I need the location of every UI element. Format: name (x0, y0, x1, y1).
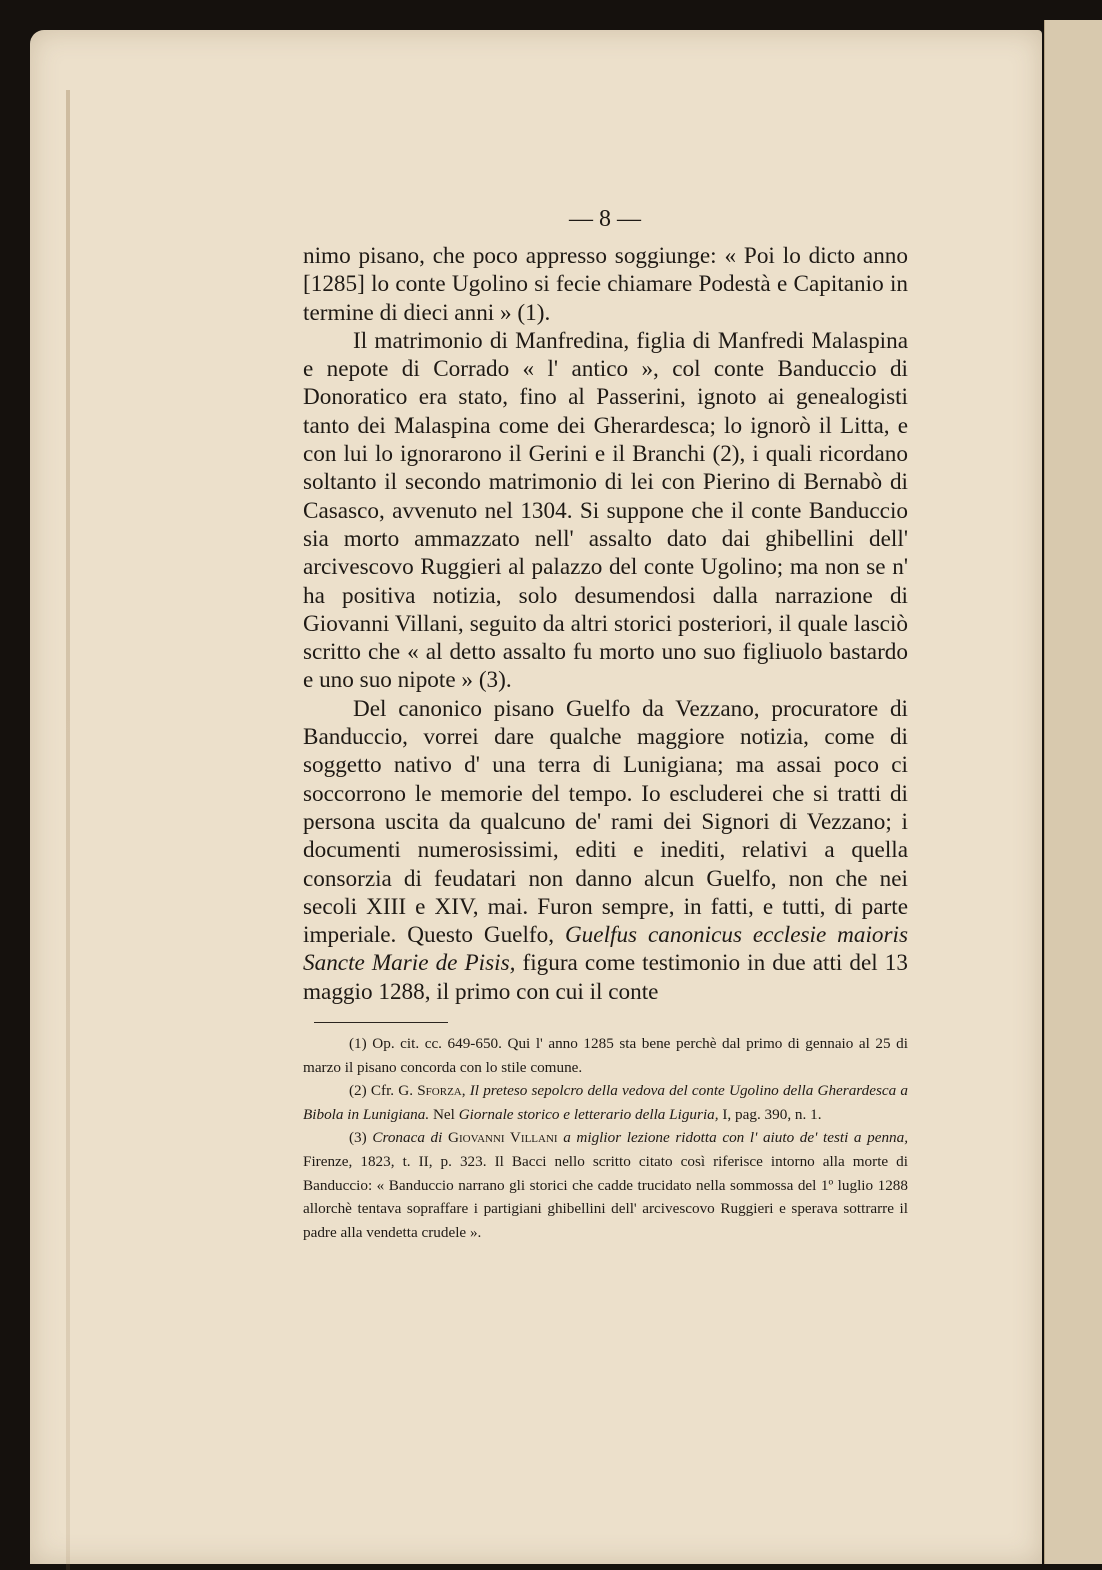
adjacent-page-edge (1044, 20, 1102, 1564)
footnote-3-ref: (3) (349, 1129, 367, 1147)
footnote-3-text: Firenze, 1823, t. II, p. 323. Il Bacci nello scritto citato così riferisce intorno alla morte di Banduccio: « Banduccio narrano gli storici che cadde trucidato nella sommossa del 1º luglio 1288 allorchè tentava sopraffare i partigiani ghibellini dell' arcivescovo Ruggieri e sperava sottrarre il padre alla vendetta crudele ». (303, 1152, 908, 1241)
footnote-2-title: Il preteso sepolcro della vedova del conte Ugolino della Gherardesca a Bibola in Lunigiana. (303, 1082, 908, 1123)
footnote-3-title-start: Cronaca di (372, 1129, 443, 1147)
footnote-separator (314, 1022, 448, 1023)
paragraph-2: Il matrimonio di Manfredina, figlia di Manfredi Malaspina e nepote di Corrado « l' antico », col conte Banduccio di Donoratico era stato, fino al Passerini, ignoto ai genealogisti tanto dei Malaspina come dei Gherardesca; lo ignorò il Litta, e con lui lo ignorarono il Gerini e il Branchi (2), i quali ricordano soltanto il secondo matrimonio di lei con Pierino di Bernabò di Casasco, avvenuto nel 1304. Si suppone che il conte Banduccio sia morto ammazzato nell' assalto dato dai ghibellini dell' arcivescovo Ruggieri al palazzo del conte Ugolino; ma non se n' ha positiva notizia, solo desumendosi dalla narrazione di Giovanni Villani, seguito da altri storici posteriori, il quale lasciò scritto che « al detto assalto fu morto uno suo figliuolo bastardo e uno suo nipote » (3). (303, 327, 908, 694)
footnote-3-author: Giovanni Villani (448, 1129, 558, 1147)
footnote-3-title-end: a miglior lezione ridotta con l' aiuto de' testi a penna, (563, 1129, 909, 1147)
footnote-2-journal: Giornale storico e letterario della Liguria, (458, 1105, 719, 1123)
paragraph-3-latin-quote: Guelfus canonicus ecclesie maioris Sancte Marie de Pisis, (303, 922, 909, 977)
page-number: — 8 — (569, 206, 641, 232)
footnote-2-text: Nel (432, 1105, 455, 1123)
paragraph-3 (303, 695, 908, 1006)
footnotes (303, 1032, 908, 1244)
body-text (303, 242, 908, 1006)
page-fold-shadow (66, 90, 70, 1570)
footnote-2 (303, 1079, 908, 1126)
footnote-2-pages: I, pag. 390, n. 1. (722, 1105, 822, 1123)
footnote-3 (303, 1126, 908, 1244)
footnote-1: (1) Op. cit. cc. 649-650. Qui l' anno 1285 sta bene perchè dal primo di gennaio al 25 di marzo il pisano concorda con lo stile comune. (303, 1035, 908, 1076)
paragraph-1: nimo pisano, che poco appresso soggiunge: « Poi lo dicto anno [1285] lo conte Ugolino si fecie chiamare Podestà e Capitanio in termine di dieci anni » (1). (303, 243, 908, 326)
paragraph-3-text-end: figura come testimonio in due atti del 13 maggio 1288, il primo con cui il conte (303, 950, 908, 1005)
footnote-2-author: Sforza, (417, 1082, 466, 1100)
footnote-2-ref: (2) Cfr. G. (349, 1082, 414, 1100)
paragraph-3-text: Del canonico pisano Guelfo da Vezzano, procuratore di Banduccio, vorrei dare qualche maggiore notizia, come di soggetto nativo d' una terra di Lunigiana; ma assai poco ci soccorrono le memorie del tempo. Io escluderei che si tratti di persona uscita da qualcuno de' rami dei Signori di Vezzano; i documenti numerosissimi, editi e inediti, relativi a quella consorzia di feudatari non danno alcun Guelfo, non che nei secoli XIII e XIV, mai. Furon sempre, in fatti, e tutti, di parte imperiale. Questo Guelfo, (303, 695, 908, 949)
